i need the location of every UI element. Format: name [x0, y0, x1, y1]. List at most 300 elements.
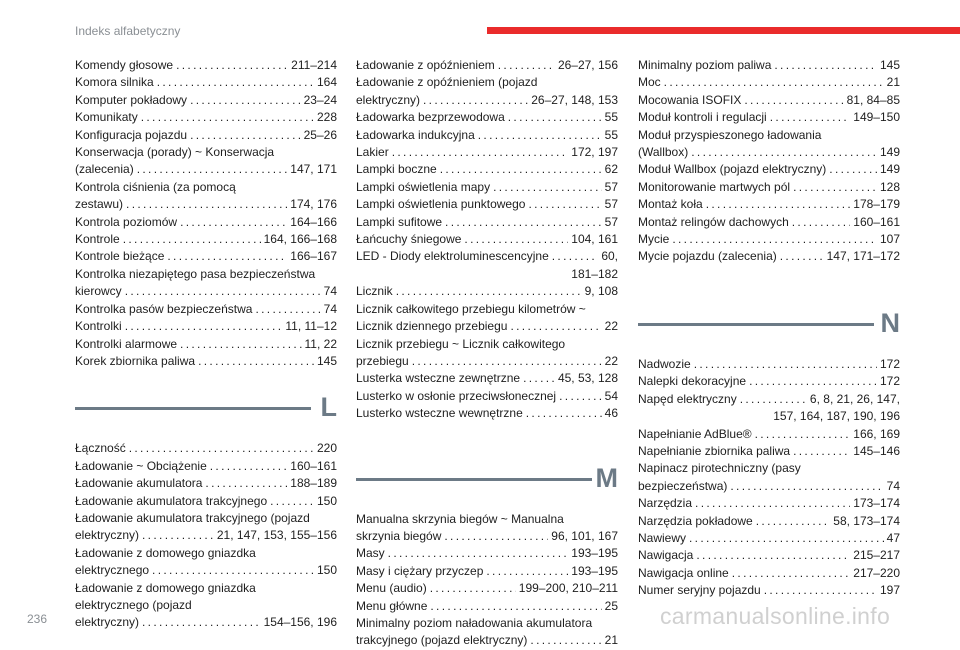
- page-reference: 228: [316, 110, 337, 125]
- index-term: Lampki oświetlenia punktowego: [356, 197, 526, 212]
- page-reference: 150: [316, 493, 337, 508]
- page-reference: 57: [604, 214, 618, 229]
- index-term: Nadwozie: [638, 356, 691, 371]
- index-term: elektryczny): [75, 528, 140, 543]
- dot-leader: [198, 353, 314, 370]
- index-term-line: Kontrola ciśnienia (za pomocą: [75, 179, 236, 194]
- index-term: Licznik dziennego przebiegu: [356, 319, 508, 334]
- page-reference: 74: [886, 478, 900, 493]
- index-entry-row: [638, 495, 900, 512]
- dot-leader: [125, 318, 283, 335]
- page-reference-continued: 181–182: [571, 266, 618, 281]
- index-term: (zalecenia): [75, 162, 134, 177]
- dot-leader: [756, 513, 831, 530]
- page-reference: 197: [879, 583, 900, 598]
- index-entry-row: [638, 443, 900, 460]
- index-term: Nawigacja online: [638, 565, 729, 580]
- index-term: Monitorowanie martwych pól: [638, 179, 791, 194]
- page-reference: 11, 11–12: [285, 319, 337, 334]
- page-number: 236: [27, 612, 48, 626]
- index-group: [638, 356, 900, 391]
- page-reference: 145–146: [853, 443, 900, 458]
- index-entry-row: [356, 144, 618, 161]
- dot-leader: [270, 493, 314, 510]
- index-entry-row: [356, 388, 618, 405]
- index-term: Korek zbiornika paliwa: [75, 353, 196, 368]
- index-entry-row: [75, 440, 337, 457]
- index-term: Narzędzia: [638, 496, 693, 511]
- index-entry-row: [75, 109, 337, 126]
- page-reference: 174, 176: [290, 197, 337, 212]
- index-entry-multiline: [75, 510, 337, 545]
- index-term-line: Licznik całkowitego przebiegu kilometrów ~: [356, 301, 586, 316]
- page-reference: 25: [604, 598, 618, 613]
- index-term-line: Minimalny poziom naładowania akumulatora: [356, 615, 593, 630]
- index-entry-multiline: [75, 545, 337, 580]
- dot-leader: [694, 356, 877, 373]
- index-entry-multiline: [356, 336, 618, 371]
- index-entry-row: [638, 478, 900, 495]
- index-entry-row: [356, 231, 618, 248]
- index-entry-row: [356, 545, 618, 562]
- dot-leader: [792, 214, 851, 231]
- index-term-line: Moduł przyspieszonego ładowania: [638, 127, 822, 142]
- section-header-l: [75, 392, 337, 432]
- index-term: Moduł kontroli i regulacji: [638, 110, 767, 125]
- index-entry-row: [356, 283, 618, 300]
- index-term: Łańcuchy śniegowe: [356, 232, 462, 247]
- index-term: Ładowanie z opóźnieniem: [356, 58, 495, 72]
- index-term: Ładowarka bezprzewodowa: [356, 110, 505, 125]
- index-group: [75, 301, 337, 371]
- index-term: Kontrolki alarmowe: [75, 336, 178, 351]
- dot-leader: [210, 458, 288, 475]
- page-reference: 172: [879, 356, 900, 371]
- index-entry-row: [638, 513, 900, 530]
- page-reference: 145: [879, 58, 900, 72]
- dot-leader: [764, 582, 877, 599]
- index-term: Licznik: [356, 284, 393, 299]
- index-term: Ładowanie ~ Obciążenie: [75, 458, 207, 473]
- dot-leader: [793, 179, 877, 196]
- index-entry-row: [638, 74, 900, 91]
- index-entry-row: [638, 426, 900, 443]
- index-entry-row: [356, 318, 618, 335]
- section-header-n: [638, 308, 900, 348]
- index-term-line: Ładowanie z domowego gniazdka: [75, 580, 256, 595]
- index-entry-multiline: [638, 460, 900, 495]
- index-entry-row: [75, 318, 337, 335]
- index-term: bezpieczeństwa): [638, 478, 728, 493]
- index-group: [638, 161, 900, 265]
- index-entry-row: [356, 370, 618, 387]
- index-term: Łączność: [75, 441, 126, 456]
- index-group: [638, 426, 900, 461]
- index-entry-row: [638, 231, 900, 248]
- index-group: [75, 440, 337, 510]
- page-reference: 172: [879, 374, 900, 389]
- page-reference: 81, 84–85: [846, 92, 900, 107]
- page-reference: 22: [604, 353, 618, 368]
- page-reference: 107: [879, 232, 900, 247]
- dot-leader: [510, 318, 601, 335]
- dot-leader: [508, 109, 602, 126]
- index-term: Kontrolki: [75, 319, 122, 334]
- page-reference: 21: [604, 633, 618, 648]
- dot-leader: [696, 547, 850, 564]
- index-entry-row: [638, 179, 900, 196]
- page-reference: 149: [879, 145, 900, 160]
- dot-leader: [440, 161, 602, 178]
- dot-leader: [464, 231, 568, 248]
- dot-leader: [523, 370, 555, 387]
- dot-leader: [137, 161, 288, 178]
- dot-leader: [129, 440, 314, 457]
- page-reference-continued: 157, 164, 187, 190, 196: [773, 409, 900, 424]
- index-term: elektryczny): [356, 92, 421, 107]
- dot-leader: [180, 214, 287, 231]
- page-reference: 62: [604, 162, 618, 177]
- header-title: Indeks alfabetyczny: [75, 24, 181, 38]
- section-letter: L: [320, 392, 337, 423]
- dot-leader: [388, 545, 569, 562]
- index-entry-row: [638, 248, 900, 265]
- page-reference: 45, 53, 128: [557, 371, 618, 386]
- index-entry-row: [356, 196, 618, 213]
- page-reference: 166, 169: [853, 426, 900, 441]
- dot-leader: [125, 283, 321, 300]
- index-group: [638, 57, 900, 127]
- index-term: Komputer pokładowy: [75, 92, 188, 107]
- page-reference: 6, 8, 21, 26, 147,: [809, 391, 900, 406]
- dot-leader: [176, 57, 288, 74]
- page-reference: 57: [604, 197, 618, 212]
- page-reference: 193–195: [571, 546, 618, 561]
- dot-leader: [430, 598, 601, 615]
- index-term: Komora silnika: [75, 75, 154, 90]
- index-entry-row: [638, 530, 900, 547]
- index-entry-multiline: [75, 179, 337, 214]
- index-term: Nawiewy: [638, 530, 687, 545]
- page-reference: 145: [316, 353, 337, 368]
- index-entry-row: [638, 391, 900, 408]
- index-term: Napęd elektryczny: [638, 391, 737, 406]
- page-reference: 160–161: [853, 214, 900, 229]
- index-term: Lampki boczne: [356, 162, 437, 177]
- dot-leader: [672, 231, 877, 248]
- page-reference: 74: [323, 284, 337, 299]
- page-reference: 55: [604, 127, 618, 142]
- index-entry-multiline: [356, 511, 618, 546]
- header-accent-bar: [487, 27, 960, 34]
- index-entry-row: [356, 353, 618, 370]
- index-entry-multiline: [356, 301, 618, 336]
- index-entry-row: [638, 161, 900, 178]
- dot-leader: [528, 196, 601, 213]
- page-reference: 54: [604, 388, 618, 403]
- dot-leader: [829, 161, 877, 178]
- index-entry-row: [356, 580, 618, 597]
- index-term: Masy i ciężary przyczep: [356, 563, 484, 578]
- index-entry-row: [638, 565, 900, 582]
- index-entry-row: [75, 493, 337, 510]
- index-term-line: Ładowanie z domowego gniazdka: [75, 545, 256, 560]
- index-entry-row: [75, 475, 337, 492]
- index-term-line: Napinacz pirotechniczny (pasy: [638, 461, 801, 476]
- dot-leader: [749, 373, 877, 390]
- index-entry-multiline: [356, 74, 618, 109]
- index-entry-row: [75, 614, 337, 631]
- index-entry-row: [638, 356, 900, 373]
- dot-leader: [744, 92, 843, 109]
- index-entry-row: [75, 527, 337, 544]
- page-reference: 23–24: [303, 92, 337, 107]
- index-term: Montaż koła: [638, 197, 703, 212]
- dot-leader: [396, 283, 582, 300]
- dot-leader: [780, 248, 824, 265]
- dot-leader: [141, 109, 314, 126]
- dot-leader: [706, 196, 851, 213]
- index-term: Mocowania ISOFIX: [638, 92, 742, 107]
- index-term: Moduł Wallbox (pojazd elektryczny): [638, 162, 827, 177]
- dot-leader: [530, 632, 601, 649]
- index-term: Nalepki dekoracyjne: [638, 374, 747, 389]
- page-reference: 215–217: [853, 548, 900, 563]
- index-entry-row: [356, 92, 618, 109]
- page-reference: 26–27, 156: [557, 58, 618, 72]
- page-reference: 74: [323, 301, 337, 316]
- page-reference: 164, 166–168: [263, 232, 337, 247]
- dot-leader: [664, 74, 884, 91]
- index-group: [356, 370, 618, 422]
- index-entry-row: [356, 248, 618, 265]
- index-entry-row: [75, 353, 337, 370]
- dot-leader: [770, 109, 851, 126]
- page-reference: 188–189: [290, 476, 337, 491]
- index-entry-row: [356, 632, 618, 649]
- index-term: Lusterko w osłonie przeciwsłonecznej: [356, 388, 557, 403]
- page-reference: 160–161: [290, 458, 337, 473]
- index-term-line: Kontrolka niezapiętego pasa bezpieczeństwa: [75, 266, 316, 281]
- index-entry-row: [356, 563, 618, 580]
- page-reference: 21, 147, 153, 155–156: [216, 528, 337, 543]
- index-term: Montaż relingów dachowych: [638, 214, 789, 229]
- dot-leader: [255, 301, 320, 318]
- page-reference: 217–220: [853, 565, 900, 580]
- index-entry-row: [356, 528, 618, 545]
- index-term: Ładowarka indukcyjna: [356, 127, 475, 142]
- page-reference: 178–179: [853, 197, 900, 212]
- index-term: Ładowanie akumulatora trakcyjnego: [75, 493, 268, 508]
- dot-leader: [167, 248, 287, 265]
- index-entry: [356, 283, 618, 300]
- page-reference: 104, 161: [571, 232, 618, 247]
- index-group: [75, 57, 337, 144]
- index-group: [638, 495, 900, 599]
- dot-leader: [180, 336, 301, 353]
- index-term: Numer seryjny pojazdu: [638, 583, 761, 598]
- dot-leader: [152, 562, 314, 579]
- index-term: Komendy głosowe: [75, 58, 174, 72]
- index-term: LED - Diody elektroluminescencyjne: [356, 249, 549, 264]
- index-entry-row: [638, 582, 900, 599]
- page-reference: 55: [604, 110, 618, 125]
- index-entry: [356, 57, 618, 74]
- dot-leader: [205, 475, 287, 492]
- page-reference: 9, 108: [584, 284, 618, 299]
- index-term: Lusterka wsteczne zewnętrzne: [356, 371, 521, 386]
- dot-leader: [774, 57, 877, 74]
- page-reference: 211–214: [291, 58, 337, 72]
- index-entry-row: [75, 92, 337, 109]
- index-term: (Wallbox): [638, 145, 689, 160]
- index-entry-row: [356, 598, 618, 615]
- index-term: Ładowanie akumulatora: [75, 476, 203, 491]
- index-entry-row: [638, 57, 900, 74]
- dot-leader: [190, 127, 301, 144]
- index-term: Minimalny poziom paliwa: [638, 58, 772, 72]
- index-term: trakcyjnego (pojazd elektryczny): [356, 633, 528, 648]
- index-entry-row: [75, 458, 337, 475]
- dot-leader: [142, 527, 214, 544]
- index-entry-row: [356, 127, 618, 144]
- page-reference: 60,: [601, 249, 618, 264]
- index-entry-row: [75, 301, 337, 318]
- page-reference: 172, 197: [571, 145, 618, 160]
- dot-leader: [691, 144, 877, 161]
- page-reference: 57: [604, 179, 618, 194]
- page-reference: 149–150: [853, 110, 900, 125]
- section-letter: N: [880, 307, 900, 338]
- dot-leader: [732, 565, 851, 582]
- index-entry-wrapped: [638, 391, 900, 426]
- index-entry-multiline: [638, 127, 900, 162]
- page-reference: 46: [604, 406, 618, 421]
- index-term-line: Licznik przebiegu ~ Licznik całkowitego: [356, 336, 566, 351]
- dot-leader: [412, 353, 602, 370]
- index-entry-wrapped: [356, 248, 618, 283]
- section-header-m: [356, 463, 618, 503]
- index-entry-row: [75, 74, 337, 91]
- index-entry-row: [638, 214, 900, 231]
- dot-leader: [730, 478, 883, 495]
- page-reference: 154–156, 196: [263, 615, 337, 630]
- index-entry-multiline: [75, 580, 337, 632]
- dot-leader: [392, 144, 569, 161]
- dot-leader: [142, 614, 261, 631]
- page-reference: 58, 173–174: [833, 513, 900, 528]
- page-reference: 147, 171–172: [826, 249, 900, 264]
- page-reference: 199–200, 210–211: [518, 581, 618, 596]
- section-divider: [638, 323, 874, 326]
- index-entry-row: [75, 196, 337, 213]
- index-entry-row: [638, 109, 900, 126]
- page-reference: 26–27, 148, 153: [531, 92, 618, 107]
- page-reference: 193–195: [571, 563, 618, 578]
- index-term-line: Manualna skrzynia biegów ~ Manualna: [356, 511, 564, 526]
- index-entry-row: [75, 231, 337, 248]
- index-term-line: elektrycznego (pojazd: [75, 597, 192, 612]
- page-reference: 164: [316, 75, 337, 90]
- page-reference: 164–166: [290, 214, 337, 229]
- dot-leader: [526, 405, 602, 422]
- index-entry-row: [638, 373, 900, 390]
- index-entry-row: [356, 179, 618, 196]
- dot-leader: [552, 248, 599, 265]
- index-term: Moc: [638, 75, 661, 90]
- page-reference: 11, 22: [304, 336, 337, 351]
- index-entry-row: [75, 562, 337, 579]
- index-term: Konfiguracja pojazdu: [75, 127, 188, 142]
- dot-leader: [478, 127, 602, 144]
- index-entry-row: [75, 214, 337, 231]
- dot-leader: [498, 57, 555, 74]
- index-term: Menu główne: [356, 598, 428, 613]
- index-entry-row: [638, 92, 900, 109]
- index-term-line: Ładowanie z opóźnieniem (pojazd: [356, 75, 538, 90]
- index-entry-row: [638, 547, 900, 564]
- index-term: Lakier: [356, 145, 389, 160]
- dot-leader: [486, 563, 568, 580]
- page-reference: 166–167: [290, 249, 337, 264]
- index-term: Komunikaty: [75, 110, 138, 125]
- dot-leader: [445, 214, 602, 231]
- index-term-line: Konserwacja (porady) ~ Konserwacja: [75, 145, 275, 160]
- index-term: Kontrole: [75, 232, 120, 247]
- dot-leader: [444, 528, 548, 545]
- index-term: kierowcy: [75, 284, 122, 299]
- index-entry-row: [75, 248, 337, 265]
- index-term: Kontrola poziomów: [75, 214, 178, 229]
- index-entry-row: [356, 57, 618, 74]
- dot-leader: [740, 391, 807, 408]
- index-entry-row: [356, 214, 618, 231]
- dot-leader: [423, 92, 528, 109]
- index-term: zestawu): [75, 197, 124, 212]
- index-entry-row: [638, 196, 900, 213]
- index-term: Nawigacja: [638, 548, 694, 563]
- dot-leader: [123, 231, 261, 248]
- dot-leader: [695, 495, 850, 512]
- dot-leader: [157, 74, 314, 91]
- index-entry-row: [75, 127, 337, 144]
- index-term: skrzynia biegów: [356, 528, 442, 543]
- page-reference: 149: [879, 162, 900, 177]
- dot-leader: [190, 92, 301, 109]
- index-term: Lampki oświetlenia mapy: [356, 179, 491, 194]
- index-term: Mycie: [638, 232, 670, 247]
- page-reference: 128: [879, 179, 900, 194]
- index-entry-row: [356, 109, 618, 126]
- dot-leader: [689, 530, 884, 547]
- index-entry-row: [356, 405, 618, 422]
- index-term: Menu (audio): [356, 581, 427, 596]
- page-reference: 220: [316, 441, 337, 456]
- index-term: elektrycznego: [75, 563, 150, 578]
- index-group: [356, 109, 618, 248]
- index-entry-row: [356, 161, 618, 178]
- index-entry-row: [638, 144, 900, 161]
- index-group: [356, 545, 618, 615]
- index-term: Kontrolka pasów bezpieczeństwa: [75, 301, 253, 316]
- section-letter: M: [595, 462, 618, 493]
- index-entry-row: [75, 57, 337, 74]
- section-divider: [356, 478, 592, 481]
- index-term-line: Ładowanie akumulatora trakcyjnego (pojazd: [75, 510, 310, 525]
- index-term: Mycie pojazdu (zalecenia): [638, 249, 777, 264]
- page-reference: 96, 101, 167: [551, 528, 618, 543]
- page-reference: 47: [886, 530, 900, 545]
